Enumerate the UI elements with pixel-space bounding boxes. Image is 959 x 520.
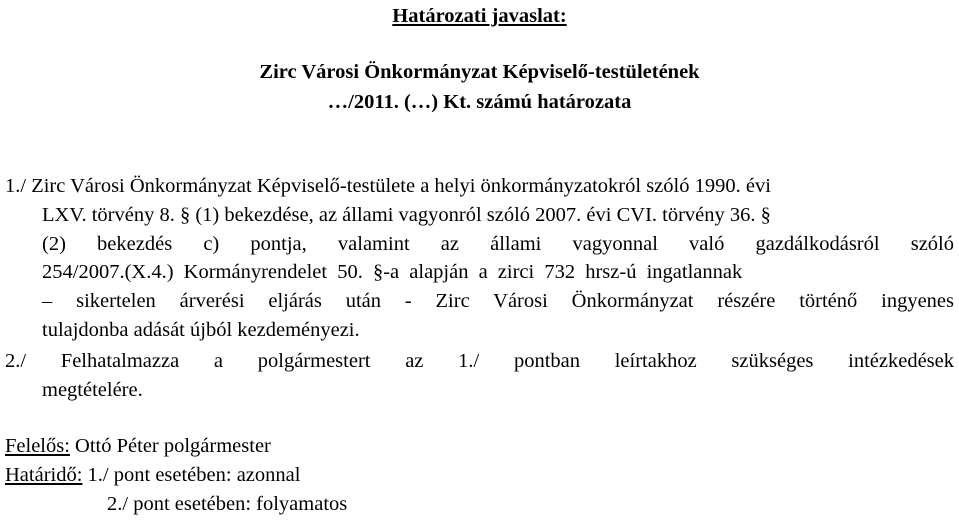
item-1-line-1: 1./ Zirc Városi Önkormányzat Képviselő-testülete a helyi önkormányzatokról szóló 1990. évi bbox=[5, 175, 771, 197]
resolution-title-line-2: …/2011. (…) Kt. számú határozata bbox=[327, 91, 632, 113]
item-1-line-6: tulajdonba adását újból kezdeményezi. bbox=[42, 319, 360, 341]
item-1-line-2: LXV. törvény 8. § (1) bekezdése, az állami vagyonról szóló 2007. évi CVI. törvény 36. § bbox=[42, 204, 771, 226]
heading: Határozati javaslat: bbox=[392, 5, 567, 27]
item-1-line-5: – sikertelen árverési eljárás után - Zirc Városi Önkormányzat részére történő ingyenes bbox=[42, 290, 954, 312]
responsible-value: Ottó Péter polgármester bbox=[69, 435, 271, 457]
item-1-line-3: (2) bekezdés c) pontja, valamint az állami vagyonnal való gazdálkodásról szóló bbox=[42, 233, 954, 255]
deadline-value-1: 1./ pont esetében: azonnal bbox=[82, 464, 301, 486]
deadline-row bbox=[5, 463, 300, 487]
item-2-line-1: 2./ Felhatalmazza a polgármestert az 1./ pontban leírtakhoz szükséges intézkedések bbox=[5, 350, 954, 372]
item-2-line-2: megtételére. bbox=[42, 379, 143, 401]
deadline-label: Határidő: bbox=[5, 464, 83, 486]
deadline-value-2: 2./ pont esetében: folyamatos bbox=[107, 493, 348, 515]
responsible-row bbox=[5, 434, 271, 458]
resolution-title-line-1: Zirc Városi Önkormányzat Képviselő-testületének bbox=[259, 61, 700, 83]
responsible-label: Felelős: bbox=[5, 435, 70, 457]
item-1-line-4: 254/2007.(X.4.) Kormányrendelet 50. §-a alapján a zirci 732 hrsz-ú ingatlannak bbox=[42, 261, 743, 283]
